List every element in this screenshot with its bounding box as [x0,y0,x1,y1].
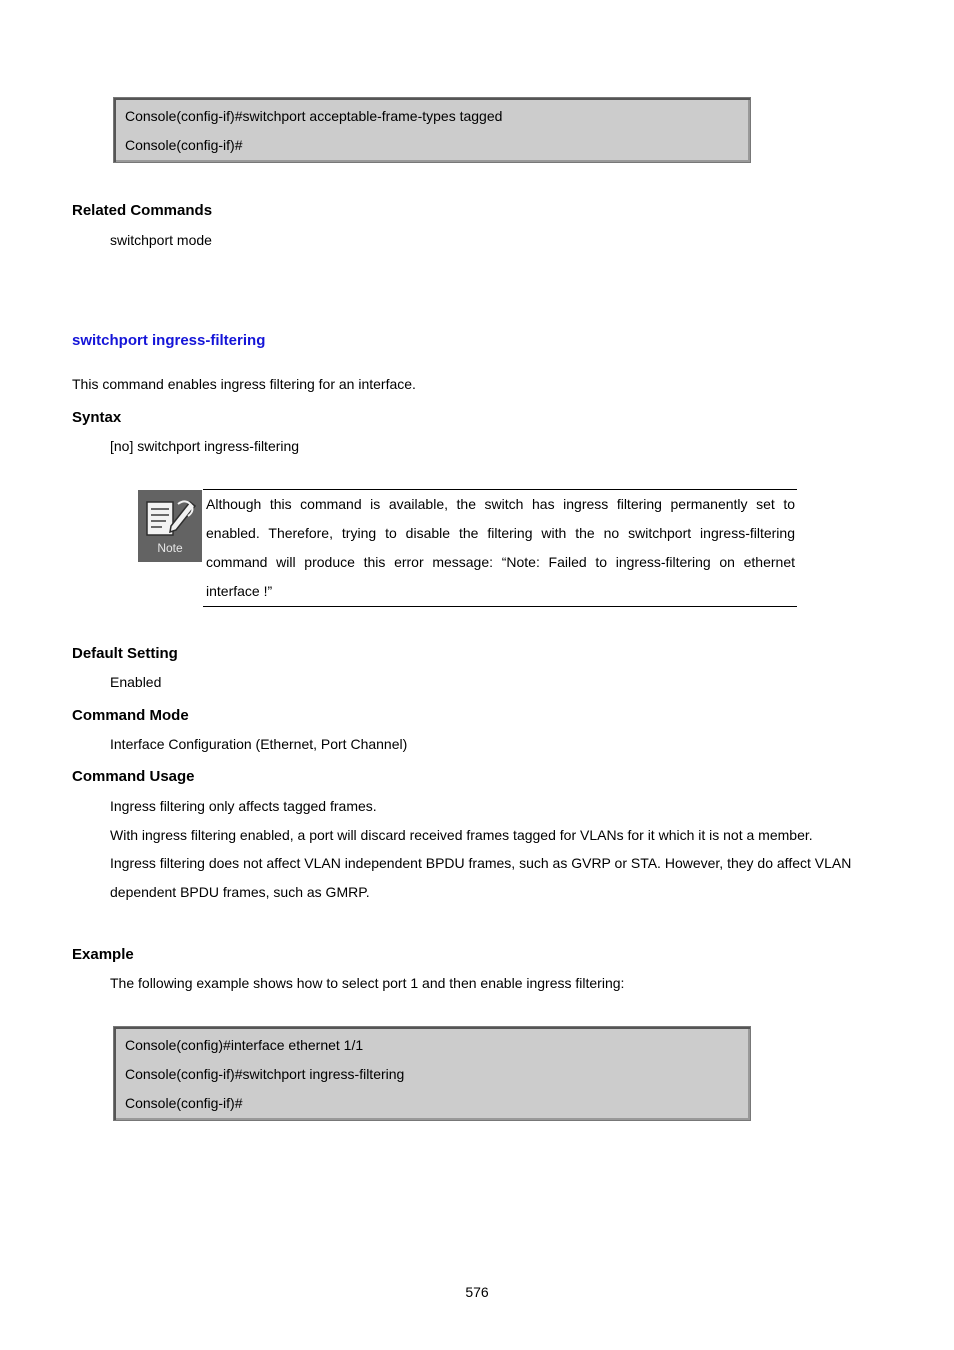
command-usage-line: With ingress filtering enabled, a port will discard received frames tagged for VLANs for it which it is not a member. [110,827,813,843]
note-line: command will produce this error message: “Note: Failed to ingress-filtering on ethernet [206,554,795,570]
console-example-top [113,97,751,163]
note-icon-label: Note [157,541,183,555]
console-line: Console(config-if)# [125,1095,243,1111]
command-mode-heading: Command Mode [72,707,189,724]
default-setting-heading: Default Setting [72,645,178,662]
note-icon [138,490,202,562]
syntax-text: [no] switchport ingress-filtering [110,438,300,454]
note-line: interface !” [206,583,273,599]
console-line: Console(config)#interface ethernet 1/1 [125,1037,364,1053]
related-command-item: switchport mode [110,232,212,248]
command-usage-line: Ingress filtering does not affect VLAN independent BPDU frames, such as GVRP or STA. However, they do affect VLAN [110,855,852,871]
related-commands-heading: Related Commands [72,202,213,219]
note-bottom-rule [203,606,797,607]
command-usage-line: dependent BPDU frames, such as GMRP. [110,884,370,900]
example-text: The following example shows how to select port 1 and then enable ingress filtering: [110,975,625,991]
command-mode-text: Interface Configuration (Ethernet, Port Channel) [110,736,408,752]
example-heading: Example [72,946,134,963]
command-usage-heading: Command Usage [72,768,195,785]
console-example-bottom [113,1026,751,1121]
page-number: 576 [465,1284,489,1300]
command-usage-line: Ingress filtering only affects tagged frames. [110,798,377,814]
console-line: Console(config-if)# [125,137,243,153]
note-top-rule [203,489,797,490]
console-line: Console(config-if)#switchport acceptable-frame-types tagged [125,108,503,124]
syntax-heading: Syntax [72,409,122,426]
command-description: This command enables ingress filtering for an interface. [72,376,416,392]
command-title: switchport ingress-filtering [72,332,266,349]
note-line: enabled. Therefore, trying to disable the filtering with the no switchport ingress-filtering [206,525,795,541]
default-setting-text: Enabled [110,674,162,690]
note-line: Although this command is available, the switch has ingress filtering permanently set to [206,496,795,512]
console-line: Console(config-if)#switchport ingress-filtering [125,1066,405,1082]
